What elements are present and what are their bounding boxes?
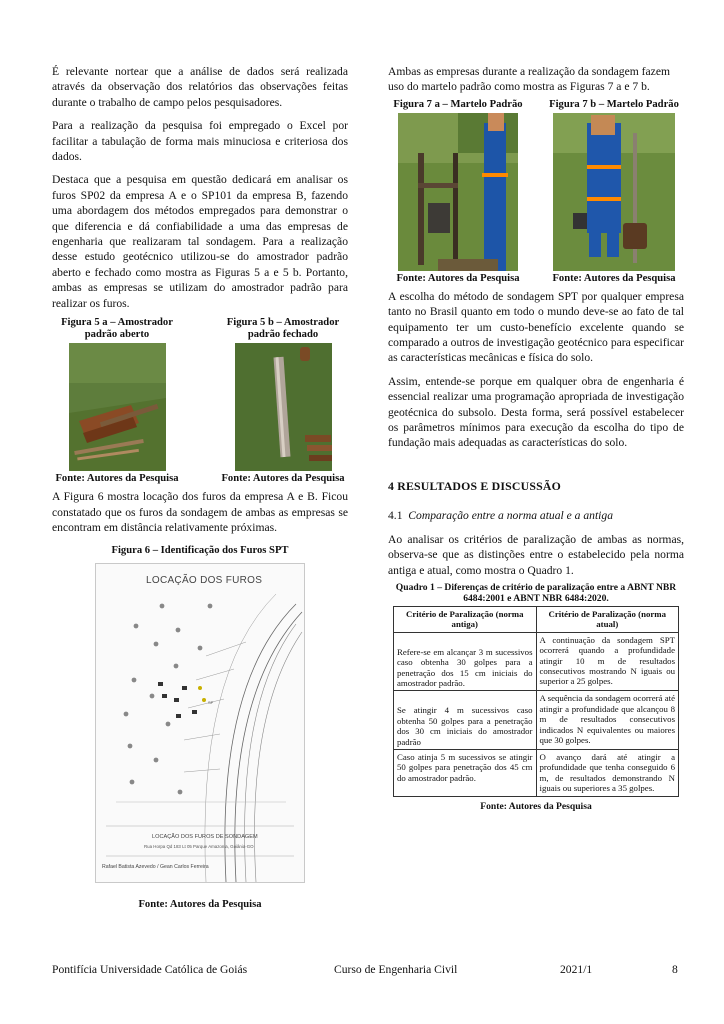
figure-7a-caption: Figura 7 a – Martelo Padrão xyxy=(393,98,523,110)
paragraph: A escolha do método de sondagem SPT por qualquer empresa tanto no Brasil quanto em todo o mundo deve-se ao fato de tal equipamento ter um custo-benefício excelente quando se comparado a outros de investigação geotécnico para especificar as características mecânicas e física do solo. xyxy=(388,289,684,365)
figure-6-location-map xyxy=(95,563,305,883)
section-heading: 4 RESULTADOS E DISCUSSÃO xyxy=(388,478,561,493)
table-header-row xyxy=(394,606,679,632)
footer-institution: Pontifícia Universidade Católica de Goiás xyxy=(52,963,248,976)
footer-course: Curso de Engenharia Civil xyxy=(334,963,458,976)
paragraph: Assim, entende-se porque em qualquer obra de engenharia é essencial realizar uma programação apropriada de investigação geotécnica do subsolo. Desta forma, será possível estabelecer os parâmetros mínimos para execução da escolha do tipo de fundação mais adequadas as características do solo. xyxy=(388,374,684,450)
photo-sampler-closed xyxy=(235,343,332,471)
paragraph: Para a realização da pesquisa foi empregado o Excel por facilitar a tabulação de forma mais minuciosa e criteriosa dos dados. xyxy=(52,119,348,164)
figure-5b xyxy=(218,317,348,485)
page-footer xyxy=(52,963,682,976)
page-number: 8 xyxy=(672,963,678,976)
paragraph: A Figura 6 mostra locação dos furos da empresa A e B. Ficou constatado que os furos da sondagem de ambas as empresas se encontram em distância relativamente próximas. xyxy=(52,490,348,534)
table-cell: Se atingir 4 m sucessivos caso obtenha 50 golpes para a penetração dos 30 cm iniciais do amostrador padrão xyxy=(394,691,537,750)
paragraph: É relevante nortear que a análise de dados será realizada através da observação dos relatórios das observações feitas durante o trabalho de campo pelos pesquisadores. xyxy=(52,65,348,109)
figure-5a xyxy=(52,317,182,485)
photo-hammer-b xyxy=(553,113,675,271)
figure-5a-source: Fonte: Autores da Pesquisa xyxy=(55,473,179,485)
photo-hammer-a xyxy=(398,113,518,271)
table-cell: A continuação da sondagem SPT ocorrerá quando a profundidade atingir 10 m de resultados consecutivos mostrando N iguais ou superior a 25 golpes. xyxy=(536,632,679,691)
figure-6-caption: Figura 6 – Identificação dos Furos SPT xyxy=(111,545,289,557)
table-row xyxy=(394,691,679,750)
map-subtitle: LOCAÇÃO DOS FUROS DE SONDAGEM xyxy=(152,833,258,840)
right-column xyxy=(388,64,684,814)
figure-7a xyxy=(388,99,528,285)
figure-5b-caption: Figura 5 b – Amostrador padrão fechado xyxy=(226,317,340,341)
photo-sampler-open xyxy=(69,343,166,471)
figure-7b-caption: Figura 7 b – Martelo Padrão xyxy=(549,98,679,110)
figure-7b xyxy=(544,99,684,285)
subsection-number: 4.1 xyxy=(388,509,403,523)
subsection-heading xyxy=(388,508,684,523)
table-row xyxy=(394,749,679,796)
table-cell: Caso atinja 5 m sucessivos se atingir 50 golpes para penetração dos 45 cm do amostrador padrão. xyxy=(394,749,537,796)
table-cell: O avanço dará até atingir a profundidade que tenha conseguido 6 m, de resultados demonstrando N iguais ou superiores a 35 golpes. xyxy=(536,749,679,796)
figure-7b-source: Fonte: Autores da Pesquisa xyxy=(552,272,676,284)
table-header: Critério de Paralização (norma atual) xyxy=(536,606,679,632)
table-cell: A sequência da sondagem ocorrerá até atingir a profundidade que alcançou 8 m de resultados consecutivos indicados N equivalentes ou maiores que 30 golpes. xyxy=(536,691,679,750)
map-authors: Rafael Batista Azevedo / Gean Carlos Ferreira xyxy=(102,863,209,870)
footer-term: 2021/1 xyxy=(560,963,593,976)
map-title: LOCAÇÃO DOS FUROS xyxy=(146,574,263,586)
quadro-1-table xyxy=(393,606,679,797)
quadro-1-caption: Quadro 1 – Diferenças de critério de paralização entre a ABNT NBR 6484:2001 e ABNT NBR 6484:2020. xyxy=(395,581,677,604)
paragraph: Ambas as empresas durante a realização da sondagem fazem uso do martelo padrão como mostra as Figuras 7 a e 7 b. xyxy=(388,65,670,94)
paragraph: Ao analisar os critérios de paralização de ambas as normas, observa-se que as distinções entre o estabelecido pela norma antiga e atual, como mostra o Quadro 1. xyxy=(388,532,684,577)
figure-5-pair xyxy=(52,317,348,485)
map-address: Rua Horpa Qd 183 Lt 05 Parque Amazonia, Goiânia-GO xyxy=(144,843,254,849)
figure-5a-caption: Figura 5 a – Amostrador padrão aberto xyxy=(61,317,173,341)
figure-6-source: Fonte: Autores da Pesquisa xyxy=(138,898,262,910)
left-column xyxy=(52,64,348,916)
figure-5b-source: Fonte: Autores da Pesquisa xyxy=(221,473,345,485)
quadro-1-source: Fonte: Autores da Pesquisa xyxy=(480,800,592,812)
table-row xyxy=(394,632,679,691)
table-header: Critério de Paralização (norma antiga) xyxy=(394,606,537,632)
svg-text:SP: SP xyxy=(208,699,214,705)
table-cell: Refere-se em alcançar 3 m sucessivos caso obtenha 30 golpes para a penetração dos 15 cm iniciais do amostrador padrão. xyxy=(394,632,537,691)
figure-7a-source: Fonte: Autores da Pesquisa xyxy=(396,272,520,284)
paragraph: Destaca que a pesquisa em questão dedicará em analisar os furos SP02 da empresa A e o SP101 da empresa B, fazendo uma abordagem dos métodos empregados para demonstrar o que diferencia e dá confiabilidade a uma das empresas de engenharia que realizaram tal sondagem. Para a realização desse estudo geotécnico utilizou-se do amostrador padrão aberto e fechado como mostra as Figuras 5 a e 5 b. Portanto, ambas as empresas se utilizam do amostrador padrão para realizar os furos. xyxy=(52,173,348,310)
figure-7-pair xyxy=(388,99,684,285)
subsection-title: Comparação entre a norma atual e a antiga xyxy=(408,509,613,523)
